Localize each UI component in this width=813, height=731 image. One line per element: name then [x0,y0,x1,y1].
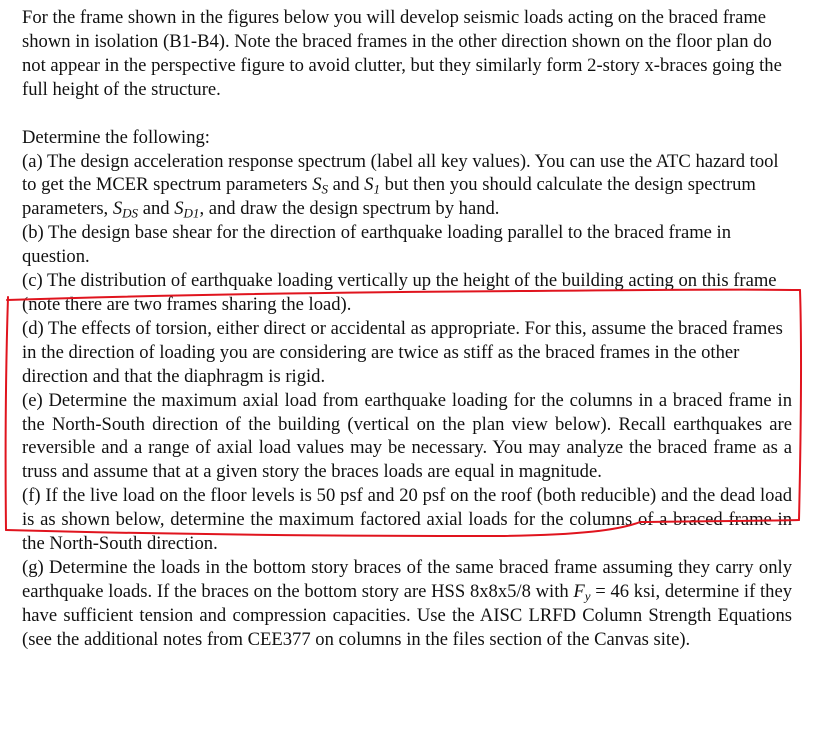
item-g-text-1: (g) Determine the loads in the bottom story braces of the same braced frame assuming they carry only earthquake loads. If the braces on the bottom story are HSS 8x8x5/8 with [22,556,792,602]
fy-symbol [573,581,590,602]
sd1-symbol-letter: S [174,198,184,220]
sds-symbol-letter: S [112,198,123,220]
intro-paragraph: For the frame shown in the figures below you will develop seismic loads acting on the braced frame shown in isolation (B1-B4). Note the braced frames in the other direction shown on the floor plan do not appear in the perspective figure to avoid clutter, but they similarly form 2-story x-braces going the full height of the structure. [22,7,782,100]
item-f: (f) If the live load on the floor levels is 50 psf and 20 psf on the roof (both reducible) and the dead load is as shown below, determine the maximum factored axial loads for the columns of a braced frame in the North-South direction. [22,485,792,555]
s1-symbol-letter: S [364,174,374,196]
paragraph-gap [22,102,792,126]
item-a-text-3: but then you should calculate the design spectrum parameters, [22,174,756,220]
ss-symbol-letter: S [312,174,322,196]
item-b: (b) The design base shear for the direction of earthquake loading parallel to the braced frame in question. [22,222,732,268]
item-g-text-2: = 46 ksi, determine if they have sufficient tension and compression capacities. Use the AISC LRFD Column Strength Equations (see the additional notes from CEE377 on columns in the files section of the Canvas site). [22,580,792,650]
item-d: (d) The effects of torsion, either direct or accidental as appropriate. For this, assume the braced frames in the direction of loading you are considering are twice as stiff as the braced frames in the other direction and that the diaphragm is rigid. [22,317,783,387]
annotation-left-stroke [6,297,8,530]
sd1-symbol [174,198,199,219]
item-g [22,556,792,652]
item-c: (c) The distribution of earthquake loading vertically up the height of the building acting on this frame (note there are two frames sharing the load). [22,270,777,315]
item-a-text-5: , and draw the design spectrum by hand. [199,198,500,220]
item-a-text-2: and [328,174,365,196]
assignment-document [22,6,792,652]
sd1-symbol-subscript: D1 [183,205,200,221]
ss-symbol [312,174,328,195]
sds-symbol [113,198,138,219]
s1-symbol-subscript: 1 [373,181,380,197]
annotation-right-stroke [799,290,801,520]
fy-symbol-subscript: y [584,588,591,604]
item-a-text-1: (a) The design acceleration response spectrum (label all key values). You can use the ATC hazard tool to get the MCER spectrum parameters [22,150,779,196]
determine-heading: Determine the following: [22,126,210,148]
fy-symbol-letter: F [573,580,585,602]
ss-symbol-subscript: S [321,181,329,197]
item-e: (e) Determine the maximum axial load from earthquake loading for the columns in a braced frame in the North-South direction of the building (vertical on the plan view below). Recall earthquakes are reversible and a range of axial load values may be necessary. You may analyze the braced frame as a truss and assume that at a given story the braces loads are equal in magnitude. [22,389,792,483]
item-a [22,150,792,222]
sds-symbol-subscript: DS [122,205,139,221]
s1-symbol [364,174,380,195]
item-a-text-4: and [138,198,175,220]
